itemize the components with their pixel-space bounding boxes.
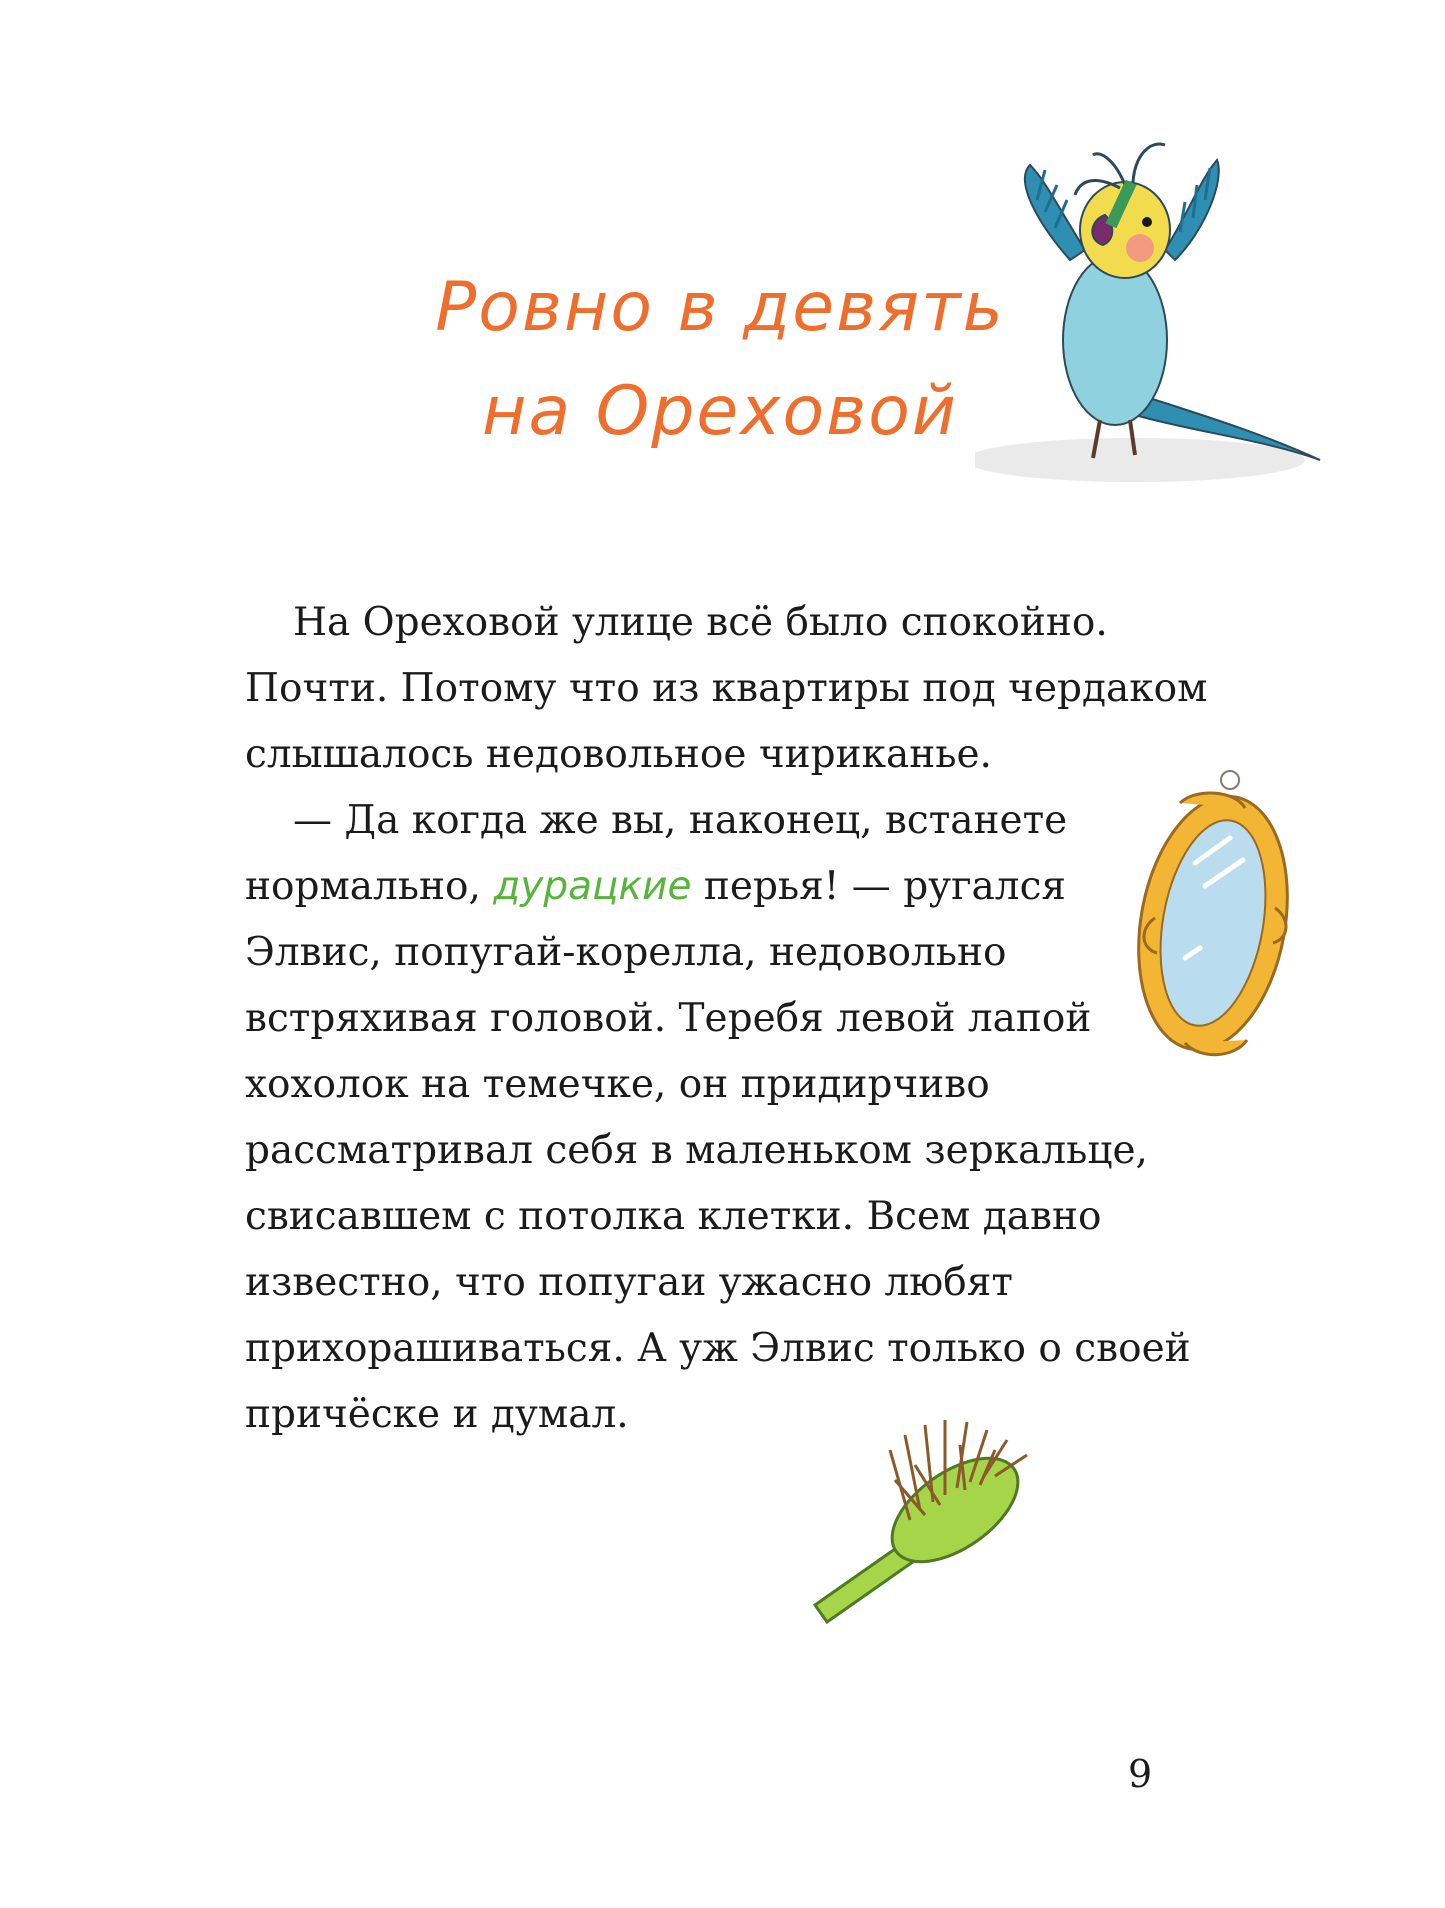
text-line: слышалось недовольное чириканье. (245, 732, 992, 777)
text-segment: перья! — ругался (691, 864, 1067, 909)
parrot-right-wing (1165, 160, 1219, 260)
text-line: хохолок на темечке, он придирчиво (245, 1062, 990, 1107)
text-line: прихорашиваться. А уж Элвис только о своей (245, 1326, 1191, 1371)
text-line: свисавшем с потолка клетки. Всем давно (245, 1194, 1102, 1239)
highlighted-word: дурацкие (493, 864, 692, 909)
mirror-illustration (1125, 768, 1295, 1068)
text-line: — Да когда же вы, наконец, встанете (293, 798, 1068, 843)
text-line: На Ореховой улице всё было спокойно. (293, 600, 1108, 645)
text-line: Почти. Потому что из квартиры под чердаком (245, 666, 1208, 711)
text-line: Элвис, попугай-корелла, недовольно (245, 930, 1007, 975)
text-line: рассматривал себя в маленьком зеркальце, (245, 1128, 1148, 1173)
parrot-eye (1142, 217, 1152, 227)
chapter-title (400, 256, 1040, 464)
text-line-with-highlight (245, 854, 1145, 920)
text-line: причёске и думал. (245, 1392, 629, 1437)
chapter-title-line-1: Ровно в девять (435, 267, 1005, 347)
story-paragraphs (245, 590, 1208, 1448)
text-line: известно, что попугаи ужасно любят (245, 1260, 1013, 1305)
parrot-left-wing (1025, 165, 1085, 260)
hairbrush-illustration (795, 1410, 1045, 1630)
text-segment: нормально, (245, 864, 494, 909)
text-line: встряхивая головой. Теребя левой лапой (245, 996, 1092, 1041)
page-number: 9 (1128, 1752, 1153, 1796)
parrot-body (1063, 255, 1167, 425)
chapter-title-line-2: на Ореховой (482, 371, 958, 451)
